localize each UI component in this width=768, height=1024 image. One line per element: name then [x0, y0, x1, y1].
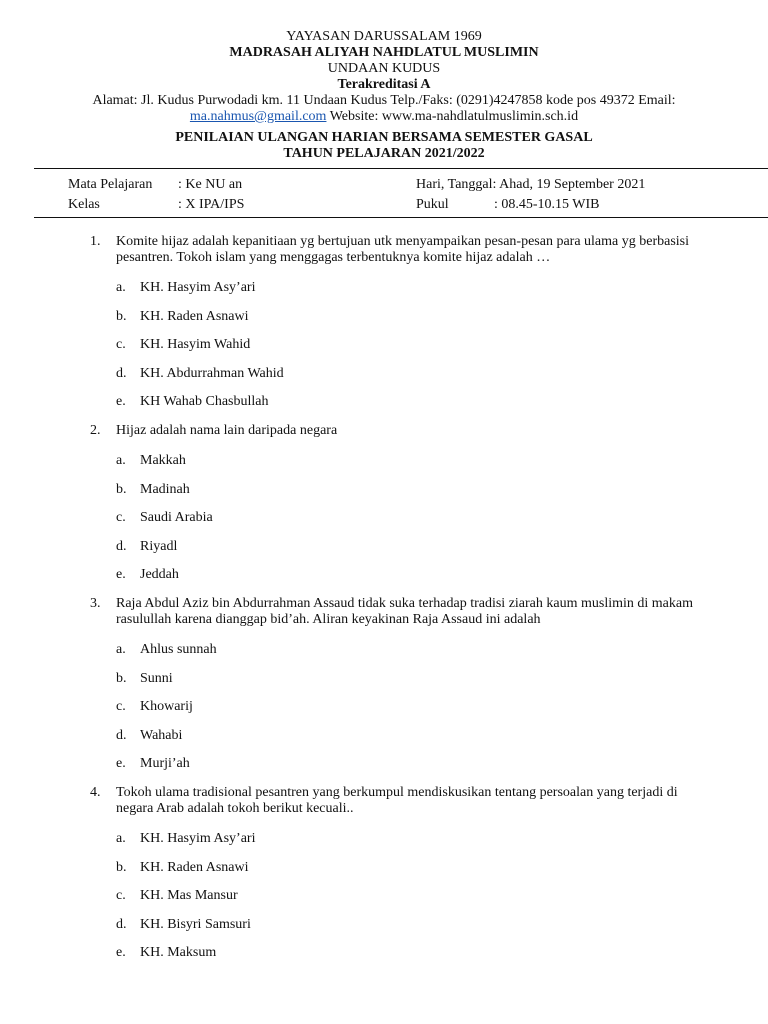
option-text: Jeddah — [140, 567, 179, 583]
option-letter: b. — [116, 481, 127, 497]
option-item — [116, 539, 710, 568]
option-letter: e. — [116, 756, 126, 772]
option-item — [116, 860, 710, 889]
exam-title-line2: TAHUN PELAJARAN 2021/2022 — [283, 146, 485, 161]
option-item — [116, 280, 710, 309]
meta-row-subject — [68, 177, 708, 197]
option-text: Saudi Arabia — [140, 510, 213, 526]
option-letter: d. — [116, 916, 127, 932]
question-list — [90, 234, 710, 974]
option-letter: c. — [116, 699, 126, 715]
subject-value: : Ke NU an — [178, 177, 243, 192]
option-item — [116, 366, 710, 395]
question-4 — [90, 785, 710, 974]
option-letter: b. — [116, 859, 127, 875]
accreditation: Terakreditasi A — [337, 77, 431, 92]
option-letter: a. — [116, 830, 126, 846]
option-item — [116, 394, 710, 423]
option-letter: b. — [116, 308, 127, 324]
option-text: Riyadl — [140, 538, 178, 554]
option-text: KH. Mas Mansur — [140, 888, 238, 904]
school-city: UNDAAN KUDUS — [327, 61, 441, 76]
option-text: Makkah — [140, 452, 186, 468]
option-text: KH. Hasyim Asy’ari — [140, 280, 256, 295]
class-value: : X IPA/IPS — [178, 197, 245, 212]
school-name: MADRASAH ALIYAH NAHDLATUL MUSLIMIN — [229, 45, 539, 60]
option-item — [116, 453, 710, 482]
option-text: Ahlus sunnah — [140, 641, 217, 657]
option-item — [116, 337, 710, 366]
letterhead — [0, 29, 768, 125]
date-text: Hari, Tanggal: Ahad, 19 September 2021 — [416, 177, 646, 192]
option-text: KH. Maksum — [140, 945, 217, 961]
option-letter: e. — [116, 394, 126, 410]
option-letter: d. — [116, 727, 127, 743]
question-number: 2. — [90, 422, 101, 438]
question-text: Tokoh ulama tradisional pesantren yang berkumpul mendiskusikan tentang persoalan yang terjadi di negara Arab adalah tokoh berikut kecuali.. — [116, 784, 678, 816]
option-list — [116, 453, 710, 596]
email-link[interactable]: ma.nahmus@gmail.com — [189, 109, 327, 124]
time-value: : 08.45-10.15 WIB — [494, 197, 600, 212]
option-list — [116, 280, 710, 423]
top-divider — [34, 168, 768, 169]
option-item — [116, 945, 710, 974]
option-text: KH. Hasyim Asy’ari — [140, 830, 256, 846]
option-item — [116, 728, 710, 757]
exam-info — [68, 177, 708, 217]
option-item — [116, 756, 710, 785]
option-text: KH. Bisyri Samsuri — [140, 916, 251, 932]
option-text: KH Wahab Chasbullah — [140, 394, 269, 410]
option-item — [116, 567, 710, 596]
option-letter: c. — [116, 510, 126, 526]
option-text: KH. Raden Asnawi — [140, 859, 249, 875]
question-1 — [90, 234, 710, 423]
option-item — [116, 309, 710, 338]
time-label: Pukul — [416, 197, 449, 212]
exam-title — [0, 130, 768, 162]
option-text: KH. Hasyim Wahid — [140, 337, 251, 353]
option-item — [116, 671, 710, 700]
option-text: Murji’ah — [140, 756, 190, 772]
option-letter: e. — [116, 945, 126, 961]
option-letter: d. — [116, 365, 127, 381]
option-item — [116, 510, 710, 539]
website-text: Website: www.ma-nahdlatulmuslimin.sch.id — [326, 109, 579, 124]
class-label: Kelas — [68, 197, 100, 212]
question-3 — [90, 596, 710, 785]
option-letter: c. — [116, 888, 126, 904]
meta-row-class — [68, 197, 708, 217]
question-text: Raja Abdul Aziz bin Abdurrahman Assaud tidak suka terhadap tradisi ziarah kaum muslimin di makam rasulullah karena dianggap bid’ah. Aliran keyakinan Raja Assaud ini adalah — [116, 595, 693, 627]
option-item — [116, 482, 710, 511]
exam-title-line1: PENILAIAN ULANGAN HARIAN BERSAMA SEMESTER GASAL — [175, 130, 593, 145]
school-address: Alamat: Jl. Kudus Purwodadi km. 11 Undaan Kudus Telp./Faks: (0291)4247858 kode pos 49372 Email: — [92, 93, 676, 108]
question-2 — [90, 423, 710, 596]
question-number: 3. — [90, 595, 101, 611]
question-number: 4. — [90, 784, 101, 800]
question-text: Komite hijaz adalah kepanitiaan yg bertujuan utk menyampaikan pesan-pesan para ulama yg berbasisi pesantren. Tokoh islam yang menggagas terbentuknya komite hijaz adalah … — [116, 234, 690, 265]
option-letter: a. — [116, 641, 126, 657]
option-letter: a. — [116, 452, 126, 468]
option-item — [116, 699, 710, 728]
option-list — [116, 642, 710, 785]
option-item — [116, 831, 710, 860]
option-item — [116, 642, 710, 671]
contact-line — [0, 109, 768, 125]
option-item — [116, 917, 710, 946]
option-text: Wahabi — [140, 727, 183, 743]
bottom-divider — [34, 217, 768, 218]
option-letter: d. — [116, 538, 127, 554]
option-text: Sunni — [140, 670, 173, 686]
option-list — [116, 831, 710, 974]
foundation-name: YAYASAN DARUSSALAM 1969 — [286, 29, 482, 44]
option-item — [116, 888, 710, 917]
option-text: KH. Raden Asnawi — [140, 308, 249, 324]
option-letter: a. — [116, 280, 126, 295]
option-text: Khowarij — [140, 699, 193, 715]
question-text: Hijaz adalah nama lain daripada negara — [116, 422, 338, 438]
subject-label: Mata Pelajaran — [68, 177, 153, 192]
option-letter: c. — [116, 337, 126, 353]
question-number: 1. — [90, 234, 101, 249]
option-letter: b. — [116, 670, 127, 686]
option-text: KH. Abdurrahman Wahid — [140, 365, 284, 381]
option-letter: e. — [116, 567, 126, 583]
option-text: Madinah — [140, 481, 190, 497]
